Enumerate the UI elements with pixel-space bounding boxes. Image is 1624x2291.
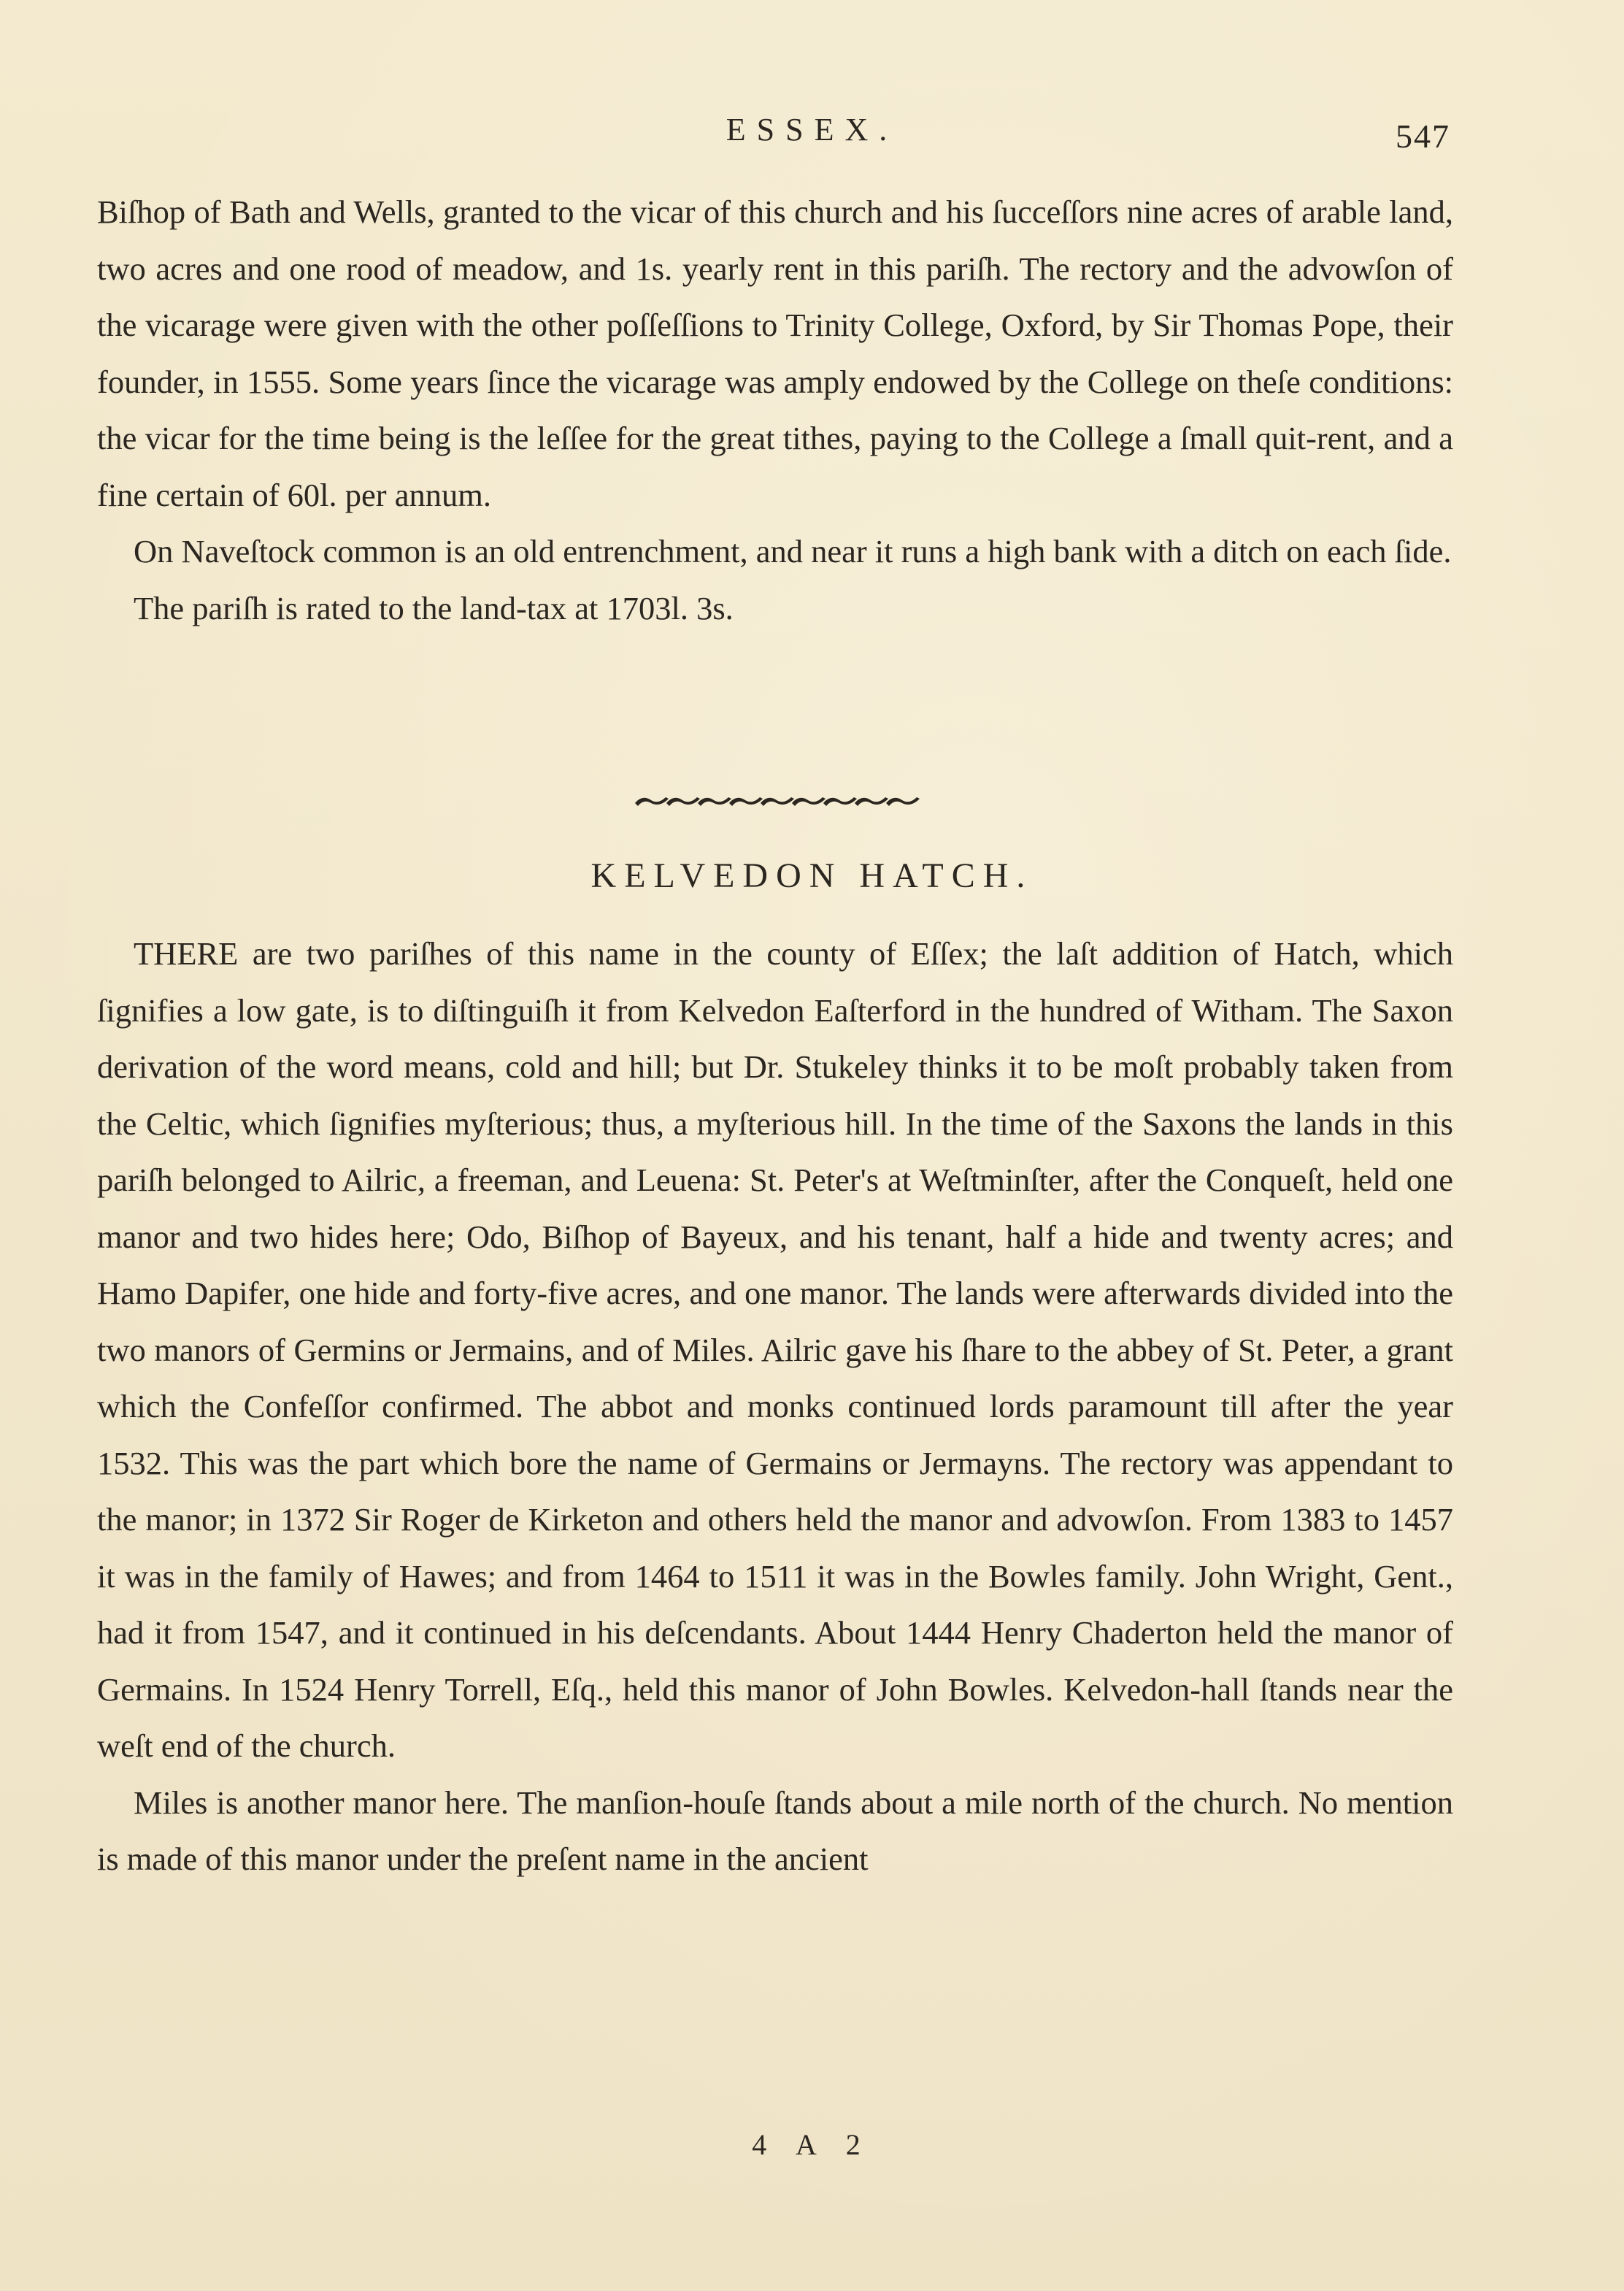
paragraph-kelvedon-history: THERE are two pariſhes of this name in the county of Eſſex; the laſt addition of Hatch, which ſignifies a low gate, is to diſtinguiſh it from Kelvedon Eaſterford in the hundred of Witham. The Saxon derivation of the word means, cold and hill; but Dr. Stukeley thinks it to be moſt probably taken from the Celtic, which ſignifies myſterious; thus, a myſterious hill. In the time of the Saxons the lands in this pariſh belonged to Ailric, a freeman, and Leuena: St. Peter's at Weſtminſter, after the Conqueſt, held one manor and two hides here; Odo, Biſhop of Bayeux, and his tenant, half a hide and twenty acres; and Hamo Dapifer, one hide and forty-five acres, and one manor. The lands were afterwards divided into the two manors of Germins or Jermains, and of Miles. Ailric gave his ſhare to the abbey of St. Peter, a grant which the Confeſſor confirmed. The abbot and monks continued lords paramount till after the year 1532. This was the part which bore the name of Germains or Jermayns. The rectory was appendant to the manor; in 1372 Sir Roger de Kirketon and others held the manor and advowſon. From 1383 to 1457 it was in the family of Hawes; and from 1464 to 1511 it was in the Bowles family. John Wright, Gent., had it from 1547, and it continued in his deſcendants. About 1444 Henry Chaderton held the manor of Germains. In 1524 Henry Torrell, Eſq., held this manor of John Bowles. Kelvedon-hall ſtands near the weſt end of the church. (97, 935, 1453, 1764)
page-number: 547 (1396, 118, 1450, 155)
running-head: ESSEX. (726, 112, 898, 147)
text-block-top (97, 184, 1453, 637)
section-divider-ornament (635, 791, 920, 810)
paragraph-miles-manor: Miles is another manor here. The manſion-houſe ſtands about a mile north of the church. No mention is made of this manor under the preſent name in the ancient (97, 1784, 1453, 1877)
text-block-bottom (97, 926, 1453, 1888)
paragraph-continuation: Biſhop of Bath and Wells, granted to the vicar of this church and his ſucceſſors nine acres of arable land, two acres and one rood of meadow, and 1s. yearly rent in this pariſh. The rectory and the advowſon of the vicarage were given with the other poſſeſſions to Trinity College, Oxford, by Sir Thomas Pope, their founder, in 1555. Some years ſince the vicarage was amply endowed by the College on theſe conditions: the vicar for the time being is the leſſee for the great tithes, paying to the College a ſmall quit-rent, and a fine certain of 60l. per annum. (97, 193, 1453, 513)
paragraph-land-tax: The pariſh is rated to the land-tax at 1703l. 3s. (134, 589, 734, 626)
section-heading: KELVEDON HATCH. (590, 856, 1034, 895)
signature-mark: 4 A 2 (752, 2128, 872, 2161)
paragraph-entrenchment: On Naveſtock common is an old entrenchment, and near it runs a high bank with a ditch on each ſide. (134, 533, 1452, 569)
